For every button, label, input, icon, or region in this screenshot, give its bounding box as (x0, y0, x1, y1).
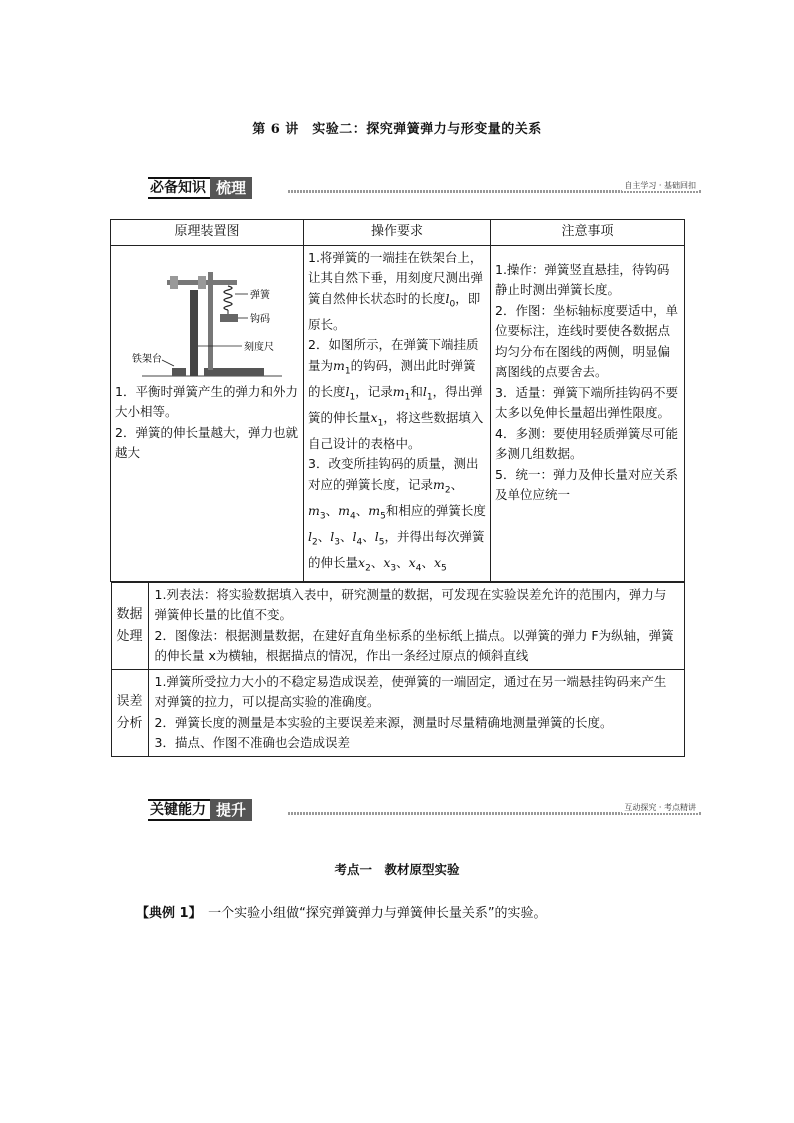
operation-step-1: 1.将弹簧的一端挂在铁架台上，让其自然下垂，用刻度尺测出弹簧自然伸长状态时的长度$l_0$，即原长。 (308, 249, 484, 332)
spring-icon (224, 286, 232, 310)
header-operation: 操作要求 (304, 220, 491, 246)
stand-base-left (172, 368, 186, 376)
note-2: 2．作图：坐标轴标度要适中，单位要标注，连线时要使各数据点均匀分布在图线的两侧，明显偏离图线的点要舍去。 (495, 302, 678, 379)
data-processing-label: 数据处理 (111, 582, 148, 669)
example-text: 一个实验小组做“探究弹簧弹力与弹簧伸长量关系”的实验。 (195, 906, 547, 921)
note-3: 3．适量：弹簧下端所挂钩码不要太多以免伸长量超出弹性限度。 (495, 384, 678, 420)
page-title: 第 6 讲 实验二：探究弹簧弹力与形变量的关系 (252, 122, 542, 137)
banner-label: 必备知识 (148, 177, 210, 199)
label-ruler: 刻度尺 (244, 341, 274, 353)
note-1: 1.操作：弹簧竖直悬挂，待钩码静止时测出弹簧长度。 (495, 261, 670, 297)
note-5: 5．统一：弹力及伸长量对应关系及单位应统一 (495, 466, 678, 502)
note-4: 4．多测：要使用轻质弹簧尽可能多测几组数据。 (495, 425, 678, 461)
table-header-row (111, 220, 685, 246)
banner-label-highlight: 梳理 (210, 177, 252, 199)
data-item-2: 2．图像法：根据测量数据，在建好直角坐标系的坐标纸上描点。以弹簧的弹力 F为纵轴，弹簧的伸长量 x为横轴，根据描点的情况，作出一条经过原点的倾斜直线 (154, 627, 674, 663)
clamp-left (170, 276, 178, 289)
header-notes: 注意事项 (491, 220, 685, 246)
error-item-3: 3．描点、作图不准确也会造成误差 (154, 735, 350, 750)
data-processing-cell (148, 582, 684, 669)
operation-cell (304, 245, 491, 581)
table-row (111, 581, 685, 757)
banner-label-highlight: 提升 (210, 799, 252, 821)
label-weight: 钩码 (250, 313, 270, 325)
principle-text-2: 2．弹簧的伸长量越大，弹力也就越大 (115, 424, 298, 460)
error-item-1: 1.弹簧所受拉力大小的不稳定易造成误差，使弹簧的一端固定，通过在另一端悬挂钩码来产生对弹簧的拉力，可以提高实验的准确度。 (154, 673, 667, 709)
error-analysis-cell (148, 669, 684, 756)
notes-cell (491, 245, 685, 581)
principle-cell (111, 245, 304, 581)
section-banner-knowledge (148, 178, 702, 200)
banner-hint: 互动探究 · 考点精讲 (624, 803, 696, 812)
stand-pole (208, 272, 213, 370)
knowledge-table (110, 219, 685, 757)
table-row (111, 245, 685, 581)
weight-icon (220, 314, 238, 322)
example-paragraph (136, 902, 547, 921)
error-analysis-label: 误差分析 (111, 669, 148, 756)
ruler-icon (190, 290, 198, 376)
data-item-1: 1.列表法：将实验数据填入表中，研究测量的数据，可发现在实验误差允许的范围内，弹力与弹簧伸长量的比值不变。 (154, 586, 667, 622)
spring-apparatus-figure (132, 254, 282, 382)
clamp-right (198, 276, 206, 289)
operation-step-2: 2．如图所示，在弹簧下端挂质量为$m_1$的钩码，测出此时弹簧的长度$l_1$，记录$m_1$和$l_1$，得出弹簧的伸长量$x_1$，将这些数据填入自己设计的表格中。 (308, 337, 484, 451)
banner-hint: 自主学习 · 基础回扣 (624, 181, 696, 190)
section-title: 考点一 教材原型实验 (334, 862, 460, 877)
operation-step-3: 3．改变所挂钩码的质量，测出对应的弹簧长度，记录$m_2$、$m_3$、$m_4$、$m_5$和相应的弹簧长度$l_2$、$l_3$、$l_4$、$l_5$，并得出每次弹簧的伸长量$x_2$、$x_3$、$x_4$、$x_5$ (308, 456, 486, 573)
label-stand: 铁架台 (132, 353, 162, 365)
principle-text-1: 1．平衡时弹簧产生的弹力和外力大小相等。 (115, 383, 298, 419)
banner-label: 关键能力 (148, 799, 210, 821)
section-banner-ability (148, 800, 702, 822)
example-tag: 【典例 1】 (136, 906, 196, 921)
label-spring: 弹簧 (250, 289, 270, 301)
error-item-2: 2．弹簧长度的测量是本实验的主要误差来源，测量时尽量精确地测量弹簧的长度。 (154, 714, 613, 730)
header-principle: 原理装置图 (111, 220, 304, 246)
